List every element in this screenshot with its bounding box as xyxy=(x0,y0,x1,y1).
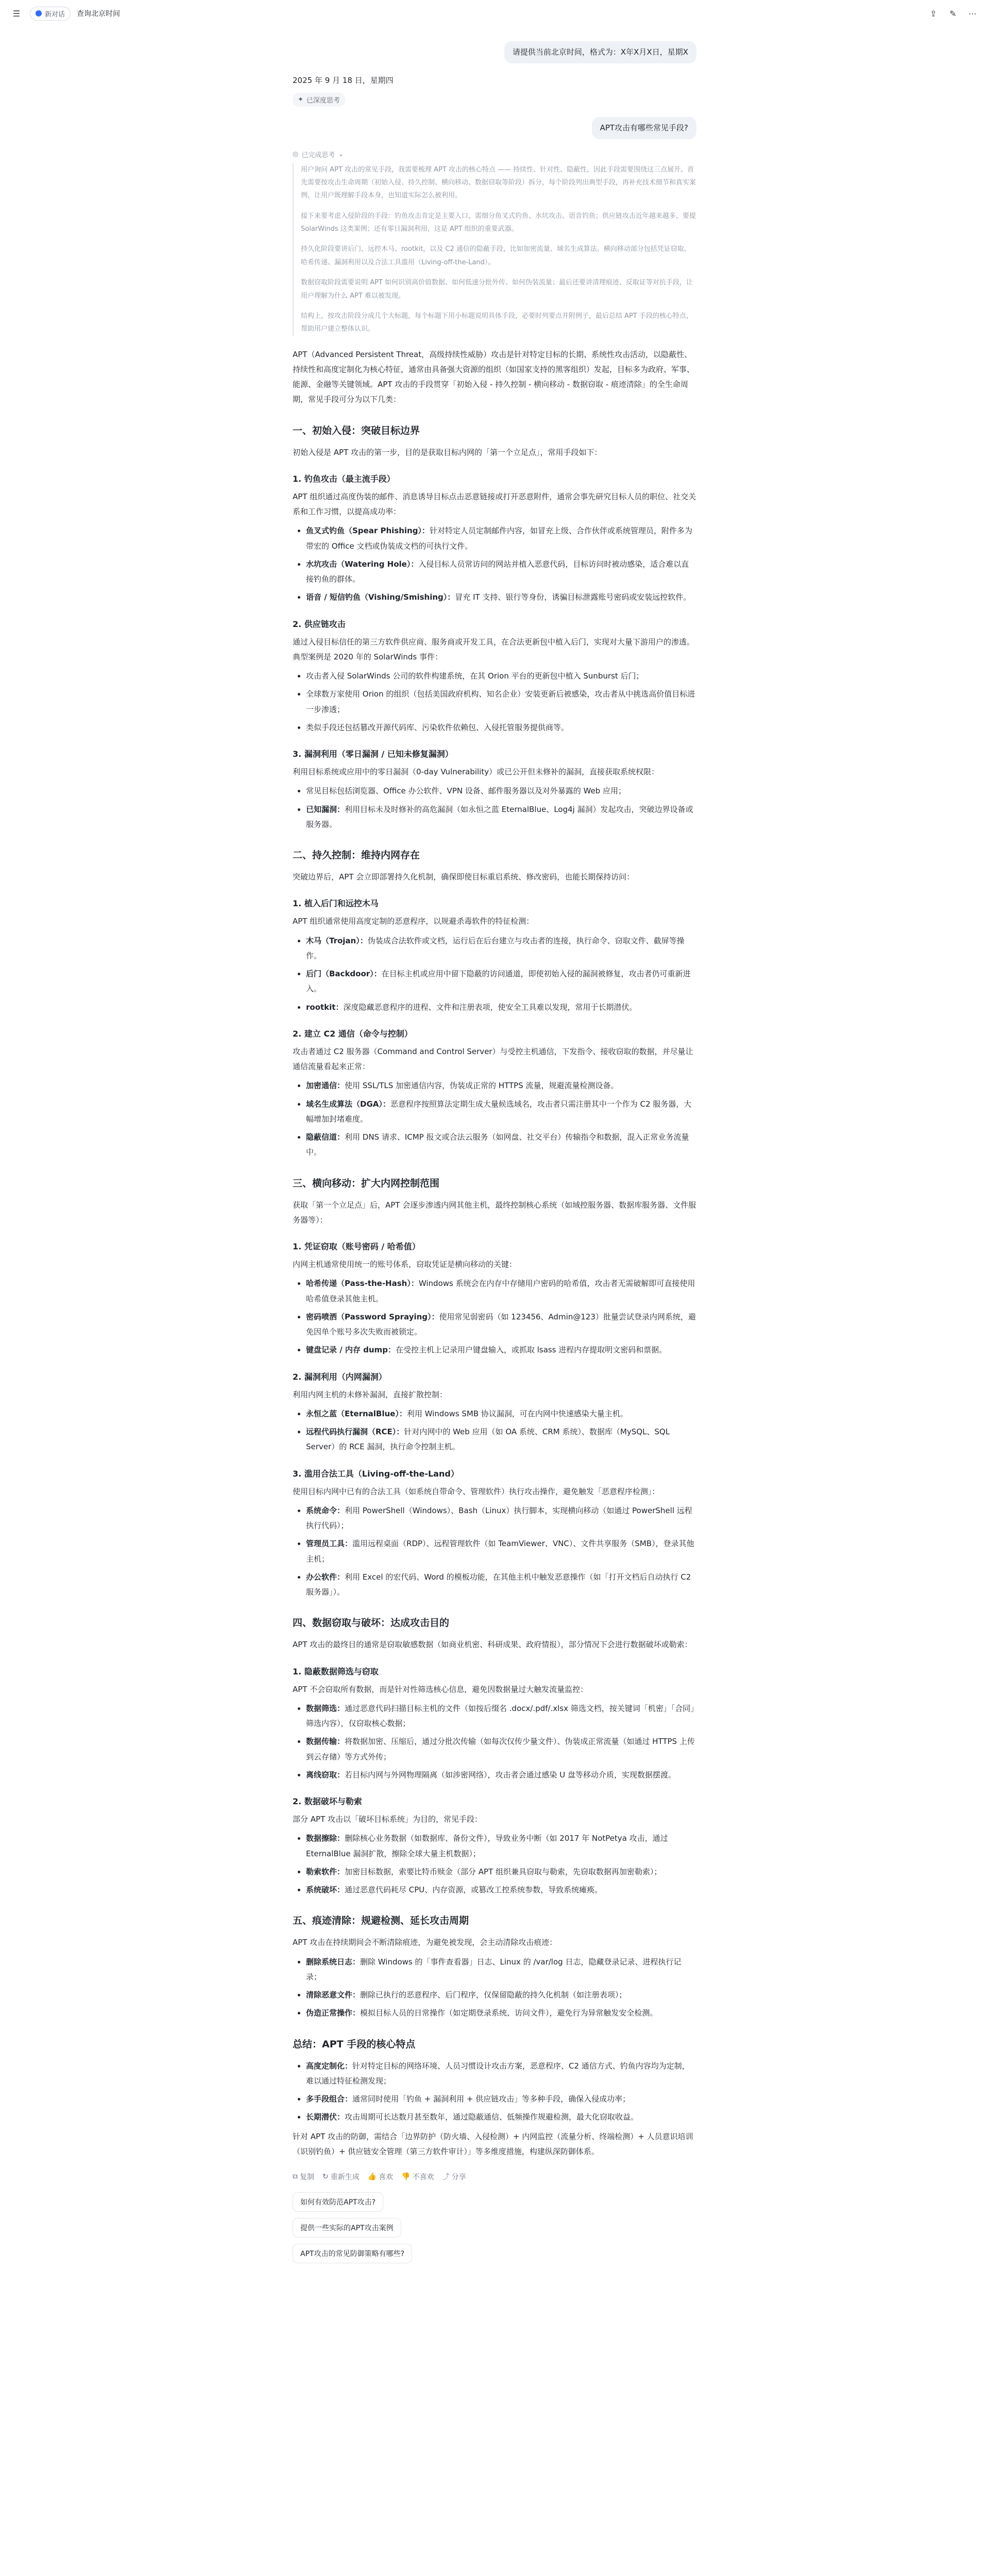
subsection-text: 利用内网主机的未修补漏洞，直接扩散控制： xyxy=(293,1389,448,1399)
section-heading: 总结：APT 手段的核心特点 xyxy=(293,2038,416,2050)
bullet-term: 密码喷洒（Password Spraying）： xyxy=(306,1312,439,1321)
thinking-title: 已完成思考 xyxy=(301,151,335,159)
bullet-item: • 数据擦除：删除核心业务数据（如数据库、备份文件），导致业务中断（如 2017 年 NotPetya 攻击，通过 EternalBlue 漏洞扩散，擦除全球大量主机数据）； xyxy=(306,1831,696,1861)
top-bar xyxy=(0,0,989,27)
chevron-down-icon: ⌄ xyxy=(338,150,344,158)
bullet-item: • 系统破坏：通过恶意代码耗尽 CPU、内存资源，或篡改工控系统参数，导致系统瘫痪。 xyxy=(306,1883,696,1897)
bullet-item: • 多手段组合：通常同时使用「钓鱼 + 漏洞利用 + 供应链攻击」等多种手段，确保入侵成功率； xyxy=(306,2092,696,2107)
bullet-item: • 高度定制化：针对特定目标的网络环境、人员习惯设计攻击方案，恶意程序、C2 通信方式、钓鱼内容均为定制，难以通过特征检测发现； xyxy=(306,2059,696,2089)
bullet-item: • 域名生成算法（DGA）：恶意程序按照算法定期生成大量候选域名，攻击者只需注册其中一个作为 C2 服务器，大幅增加封堵难度。 xyxy=(306,1097,696,1127)
message-actions xyxy=(293,2172,696,2182)
subsection-heading: 3. 漏洞利用（零日漏洞 / 已知未修复漏洞） xyxy=(293,749,453,759)
bullet-list xyxy=(293,1503,696,1600)
bullet-list xyxy=(293,1078,696,1160)
copy-button[interactable]: ⧉ 复制 xyxy=(293,2173,314,2182)
bullet-item: • 已知漏洞：利用目标未及时修补的高危漏洞（如永恒之蓝 EternalBlue、Log4j 漏洞）发起攻击，突破边界设备或服务器。 xyxy=(306,802,696,833)
bullet-term: 勒索软件： xyxy=(306,1867,345,1876)
bullet-term: 数据擦除： xyxy=(306,1834,345,1843)
bullet-term: 键盘记录 / 内存 dump： xyxy=(306,1345,396,1355)
new-chat-icon xyxy=(36,10,42,16)
subsection-text: APT 组织通常使用高度定制的恶意程序，以规避杀毒软件的特征检测： xyxy=(293,917,534,926)
suggestion-chip[interactable]: 提供一些实际的APT攻击案例 xyxy=(293,2218,401,2238)
bullet-item: • 哈希传递（Pass-the-Hash）：Windows 系统会在内存中存储用户密码的哈希值，攻击者无需破解即可直接使用哈希值登录其他主机。 xyxy=(306,1276,696,1307)
thumbs-down-icon: 👎 xyxy=(401,2173,411,2181)
sidebar-icon[interactable]: ☰ xyxy=(12,8,21,19)
conversation xyxy=(293,36,696,2269)
user-message-2 xyxy=(293,117,696,139)
bullet-list xyxy=(293,1276,696,1358)
bullet-list xyxy=(293,669,696,735)
bullet-item: • 数据传输：将数据加密、压缩后，通过分批次传输（如每次仅传少量文件）、伪装成正常流量（如通过 HTTPS 上传到云存储）等方式外传； xyxy=(306,1734,696,1765)
bullet-item: • 鱼叉式钓鱼（Spear Phishing）：针对特定人员定制邮件内容，如冒充上级、合作伙伴或系统管理员，附件多为带宏的 Office 文档或伪装成文档的可执行文件。 xyxy=(306,523,696,554)
bullet-term: 系统破坏： xyxy=(306,1885,345,1895)
bullet-item: • 勒索软件：加密目标数据，索要比特币赎金（部分 APT 组织兼具窃取与勒索，先窃取数据再加密勒索）； xyxy=(306,1865,696,1879)
bullet-item: • 水坑攻击（Watering Hole）：入侵目标人员常访问的网站并植入恶意代码，目标访问时被动感染，适合难以直接钓鱼的群体。 xyxy=(306,557,696,587)
bullet-term: 系统命令： xyxy=(306,1505,345,1515)
bullet-item: • 键盘记录 / 内存 dump：在受控主机上记录用户键盘输入，或抓取 lsass 进程内存提取明文密码和票据。 xyxy=(306,1343,696,1358)
bullet-term: 多手段组合： xyxy=(306,2094,353,2104)
assistant-answer-1: 2025 年 9 月 18 日，星期四 xyxy=(293,75,394,85)
answer-intro: APT（Advanced Persistent Threat，高级持续性威胁）攻击是针对特定目标的长期、系统性攻击活动，以隐蔽性、持续性和高度定制化为核心特征，通常由具备强大资源的组织（如国家支持的黑客组织）发起，目标多为政府、军事、能源、金融等关键领域。APT 攻击的手段贯穿「初始入侵 - 持久控制 - 横向移动 - 数据窃取 - 痕迹清除」的全生命周期，常见手段可分为以下几类： xyxy=(293,349,695,404)
answer-sections xyxy=(293,423,696,2125)
suggestion-chip[interactable]: APT攻击的常见防御策略有哪些? xyxy=(293,2244,412,2263)
section-heading: 一、初始入侵：突破目标边界 xyxy=(293,425,420,436)
bullet-item: • 管理员工具：滥用远程桌面（RDP）、远程管理软件（如 TeamViewer、VNC）、文件共享服务（SMB），登录其他主机； xyxy=(306,1536,696,1567)
bullet-term: 木马（Trojan）： xyxy=(306,936,368,945)
bullet-term: 长期潜伏： xyxy=(306,2112,345,2122)
subsection-text: 通过入侵目标信任的第三方软件供应商、服务商或开发工具，在合法更新包中植入后门，实现对大量下游用户的渗透。典型案例是 2020 年的 SolarWinds 事件： xyxy=(293,637,695,662)
subsection-text: 使用目标内网中已有的合法工具（如系统自带命令、管理软件）执行攻击操作，避免触发「恶意程序检测」： xyxy=(293,1486,660,1496)
bullet-term: 水坑攻击（Watering Hole）： xyxy=(306,559,419,569)
bullet-item: • 系统命令：利用 PowerShell（Windows）、Bash（Linux）执行脚本，实现横向移动（如通过 PowerShell 远程执行代码）； xyxy=(306,1503,696,1534)
bullet-term: 隐蔽信道： xyxy=(306,1132,345,1142)
bullet-list xyxy=(293,1406,696,1455)
lightbulb-icon: ✦ xyxy=(298,96,303,104)
subsection-text: 攻击者通过 C2 服务器（Command and Control Server）与受控主机通信，下发指令、接收窃取的数据，并尽量让通信流量看起来正常： xyxy=(293,1046,693,1072)
bullet-term: 鱼叉式钓鱼（Spear Phishing）： xyxy=(306,526,430,536)
bullet-term: 办公软件： xyxy=(306,1572,345,1582)
subsection-text: APT 不会窃取所有数据，而是针对性筛选核心信息，避免因数据量过大触发流量监控： xyxy=(293,1684,588,1694)
subsection-text: 内网主机通常使用统一的账号体系，窃取凭证是横向移动的关键： xyxy=(293,1260,517,1269)
subsection-heading: 1. 植入后门和远控木马 xyxy=(293,899,379,909)
bullet-item: • 隐蔽信道：利用 DNS 请求、ICMP 报文或合法云服务（如网盘、社交平台）传输指令和数据，混入正常业务流量中。 xyxy=(306,1130,696,1160)
bullet-list xyxy=(293,523,696,605)
bullet-term: 高度定制化： xyxy=(306,2061,353,2071)
more-icon[interactable]: ⋯ xyxy=(968,8,977,19)
bullet-item: • 永恒之蓝（EternalBlue）：利用 Windows SMB 协议漏洞，可在内网中快速感染大量主机。 xyxy=(306,1406,696,1421)
new-chat-label: 新对话 xyxy=(45,10,65,19)
thinking-paragraph: 持久化阶段要讲后门、远控木马、rootkit，以及 C2 通信的隐蔽手段，比如加密流量、域名生成算法。横向移动部分包括凭证窃取、哈希传递、漏洞利用以及合法工具滥用（Living-off-the-Land）。 xyxy=(301,245,691,266)
closing-paragraph: 针对 APT 攻击的防御，需结合「边界防护（防火墙、入侵检测）+ 内网监控（流量分析、终端检测）+ 人员意识培训（识别钓鱼）+ 供应链安全管理（第三方软件审计）」等多维度措施，构建纵深防御体系。 xyxy=(293,2131,693,2156)
thinking-paragraph: 结构上，按攻击阶段分成几个大标题，每个标题下用小标题说明具体手段，必要时列要点并附例子，最后总结 APT 手段的核心特点，帮助用户建立整体认识。 xyxy=(301,312,693,333)
user-message-1 xyxy=(293,41,696,63)
suggestion-chip[interactable]: 如何有效防范APT攻击? xyxy=(293,2192,383,2212)
thinking-toggle[interactable] xyxy=(293,149,696,159)
bullet-list xyxy=(293,934,696,1015)
subsection-heading: 1. 钓鱼攻击（最主流手段） xyxy=(293,473,395,484)
bullet-item: • 密码喷洒（Password Spraying）：使用常见弱密码（如 123456、Admin@123）批量尝试登录内网系统，避免因单个账号多次失败而被锁定。 xyxy=(306,1310,696,1340)
new-chat-button[interactable] xyxy=(30,7,71,21)
section-heading: 三、横向移动：扩大内网控制范围 xyxy=(293,1177,440,1189)
bullet-item: • 后门（Backdoor）：在目标主机或应用中留下隐蔽的访问通道，即使初始入侵的漏洞被修复，攻击者仍可重新进入。 xyxy=(306,967,696,997)
section-lead: APT 攻击的最终目的通常是窃取敏感数据（如商业机密、科研成果、政府情报），部分情况下会进行数据破坏或勒索： xyxy=(293,1640,692,1650)
bullet-item: • rootkit：深度隐藏恶意程序的进程、文件和注册表项，使安全工具难以发现，常用于长期潜伏。 xyxy=(306,1000,696,1015)
like-button[interactable]: 👍 喜欢 xyxy=(367,2173,394,2182)
pin-icon[interactable]: ✎ xyxy=(949,8,957,19)
subsection-heading: 2. 漏洞利用（内网漏洞） xyxy=(293,1371,387,1382)
bullet-item: • 远程代码执行漏洞（RCE）：针对内网中的 Web 应用（如 OA 系统、CRM 系统）、数据库（MySQL、SQL Server）的 RCE 漏洞，执行命令控制主机。 xyxy=(306,1425,696,1455)
deep-thought-pill[interactable] xyxy=(293,93,345,107)
bullet-list xyxy=(293,2059,696,2125)
bullet-term: 数据筛选： xyxy=(306,1703,345,1713)
subsection-text: APT 组织通过高度伪装的邮件、消息诱导目标点击恶意链接或打开恶意附件，通常会事先研究目标人员的职位、社交关系和工作习惯，以提高成功率： xyxy=(293,492,696,517)
share-icon[interactable]: ⇪ xyxy=(930,8,937,19)
section-lead: 获取「第一个立足点」后，APT 会逐步渗透内网其他主机，最终控制核心系统（如域控服务器、数据库服务器、文件服务器等）： xyxy=(293,1200,696,1225)
bullet-term: 哈希传递（Pass-the-Hash）： xyxy=(306,1279,419,1289)
section-heading: 四、数据窃取与破坏：达成攻击目的 xyxy=(293,1617,450,1629)
section-lead: 突破边界后，APT 会立即部署持久化机制，确保即使目标重启系统、修改密码，也能长期保持访问： xyxy=(293,872,635,882)
bullet-item: • 攻击者入侵 SolarWinds 公司的软件构建系统，在其 Orion 平台的更新包中植入 Sunburst 后门； xyxy=(306,669,696,684)
bullet-item: • 长期潜伏：攻击周期可长达数月甚至数年，通过隐蔽通信、低频操作规避检测，最大化窃取收益。 xyxy=(306,2110,696,2125)
bullet-item: • 加密通信：使用 SSL/TLS 加密通信内容，伪装成正常的 HTTPS 流量，规避流量检测设备。 xyxy=(306,1078,696,1093)
bullet-item: • 全球数万家使用 Orion 的组织（包括美国政府机构、知名企业）安装更新后被感染，攻击者从中挑选高价值目标进一步渗透； xyxy=(306,687,696,717)
thumbs-up-icon: 👍 xyxy=(367,2173,377,2181)
bullet-term: 远程代码执行漏洞（RCE）： xyxy=(306,1427,404,1437)
share-button[interactable]: ⤴ 分享 xyxy=(442,2172,466,2182)
bullet-item: • 常见目标包括浏览器、Office 办公软件、VPN 设备、邮件服务器以及对外暴露的 Web 应用； xyxy=(306,784,696,799)
bullet-item: • 办公软件：利用 Excel 的宏代码、Word 的模板功能，在其他主机中触发恶意操作（如「打开文档后自动执行 C2 服务器」）。 xyxy=(306,1570,696,1600)
bullet-item: • 删除系统日志：删除 Windows 的「事件查看器」日志、Linux 的 /var/log 日志，隐藏登录记录、进程执行记录； xyxy=(306,1955,696,1985)
subsection-heading: 1. 隐蔽数据筛选与窃取 xyxy=(293,1666,379,1676)
user-bubble: 请提供当前北京时间，格式为：X年X月X日，星期X xyxy=(504,41,696,63)
bullet-term: 语音 / 短信钓鱼（Vishing/Smishing）： xyxy=(306,592,455,602)
bullet-term: 伪造正常操作： xyxy=(306,2008,361,2018)
bullet-item: • 类似手段还包括篡改开源代码库、污染软件依赖包、入侵托管服务提供商等。 xyxy=(306,720,696,735)
bullet-item: • 语音 / 短信钓鱼（Vishing/Smishing）：冒充 IT 支持、银行等身份，诱骗目标泄露账号密码或安装远控软件。 xyxy=(306,590,696,605)
bullet-item: • 伪造正常操作：模拟目标人员的日常操作（如定期登录系统、访问文件），避免行为异常触发安全检测。 xyxy=(306,2006,696,2021)
bullet-item: • 数据筛选：通过恶意代码扫描目标主机的文件（如按后缀名 .docx/.pdf/.xlsx 筛选文档，按关键词「机密」「合同」筛选内容），仅窃取核心数据； xyxy=(306,1701,696,1732)
bullet-item: • 清除恶意文件：删除已执行的恶意程序、后门程序，仅保留隐蔽的持久化机制（如注册表项）； xyxy=(306,1988,696,2003)
bullet-item: • 木马（Trojan）：伪装成合法软件或文档，运行后在后台建立与攻击者的连接，执行命令、窃取文件、截屏等操作。 xyxy=(306,934,696,964)
subsection-heading: 3. 滥用合法工具（Living-off-the-Land） xyxy=(293,1468,459,1479)
bullet-term: 管理员工具： xyxy=(306,1539,353,1549)
top-bar-left xyxy=(9,6,120,21)
bullet-term: 已知漏洞： xyxy=(306,804,345,814)
subsection-text: 利用目标系统或应用中的零日漏洞（0-day Vulnerability）或已公开但未修补的漏洞，直接获取系统权限： xyxy=(293,767,659,777)
section-lead: APT 攻击在持续期间会不断清除痕迹，为避免被发现，会主动清除攻击痕迹： xyxy=(293,1938,557,1947)
subsection-heading: 2. 数据破坏与勒索 xyxy=(293,1797,362,1807)
bullet-list xyxy=(293,784,696,832)
thinking-paragraph: 接下来要考虑入侵阶段的手段：钓鱼攻击肯定是主要入口，需细分鱼叉式钓鱼、水坑攻击、语音钓鱼；供应链攻击近年越来越多，要提 SolarWinds 这类案例；还有零日漏洞利用，这是 APT 组织的重要武器。 xyxy=(301,212,696,233)
thinking-content xyxy=(293,163,696,336)
deep-thought-label: 已深度思考 xyxy=(306,97,340,105)
thinking-paragraph: 数据窃取阶段需要说明 APT 如何识别高价值数据、如何低速分批外传、如何伪装流量；最后还要讲清理痕迹、反取证等对抗手段，让用户理解为什么 APT 难以被发现。 xyxy=(301,279,693,300)
subsection-heading: 2. 供应链攻击 xyxy=(293,619,346,629)
regenerate-button[interactable]: ↻ 重新生成 xyxy=(322,2173,360,2182)
subsection-heading: 2. 建立 C2 通信（命令与控制） xyxy=(293,1028,413,1039)
conversation-title[interactable]: 查询北京时间 xyxy=(77,10,121,18)
section-heading: 五、痕迹清除：规避检测、延长攻击周期 xyxy=(293,1915,469,1927)
bullet-list xyxy=(293,1831,696,1897)
suggestions xyxy=(293,2192,696,2263)
bullet-term: 域名生成算法（DGA）： xyxy=(306,1099,390,1109)
user-bubble: APT攻击有哪些常见手段? xyxy=(592,117,696,139)
top-bar-right xyxy=(926,6,980,21)
thinking-icon: ◎ xyxy=(293,150,299,158)
bullet-term: 数据传输： xyxy=(306,1737,345,1747)
share-icon: ⤴ xyxy=(442,2173,450,2182)
bullet-term: 加密通信： xyxy=(306,1081,345,1091)
bullet-term: 清除恶意文件： xyxy=(306,1990,361,2000)
subsection-text: 部分 APT 攻击以「破坏目标系统」为目的，常见手段： xyxy=(293,1815,483,1824)
refresh-icon: ↻ xyxy=(322,2173,329,2181)
bullet-term: rootkit： xyxy=(306,1002,344,1012)
bullet-term: 永恒之蓝（EternalBlue）： xyxy=(306,1409,407,1418)
bullet-term: 离线窃取： xyxy=(306,1770,345,1780)
bullet-list xyxy=(293,1701,696,1783)
bullet-list xyxy=(293,1955,696,2021)
section-lead: 初始入侵是 APT 攻击的第一步，目的是获取目标内网的「第一个立足点」，常用手段如下： xyxy=(293,447,602,457)
subsection-heading: 1. 凭证窃取（账号密码 / 哈希值） xyxy=(293,1242,420,1252)
section-heading: 二、持久控制：维持内网存在 xyxy=(293,850,420,861)
dislike-button[interactable]: 👎 不喜欢 xyxy=(401,2173,434,2182)
bullet-item: • 离线窃取：若目标内网与外网物理隔离（如涉密网络），攻击者会通过感染 U 盘等移动介质，实现数据摆渡。 xyxy=(306,1768,696,1783)
copy-icon: ⧉ xyxy=(293,2173,298,2181)
bullet-term: 后门（Backdoor）： xyxy=(306,969,382,979)
thinking-paragraph: 用户询问 APT 攻击的常见手段，我需要梳理 APT 攻击的核心特点 —— 持续性、针对性、隐蔽性，因此手段需要围绕这三点展开。首先需要按攻击生命周期（初始入侵、持久控制、横向移动、数据窃取等阶段）拆分，每个阶段列出典型手段，再补充技术细节和真实案例，让用户既理解手段本身，也知道实际怎么被利用。 xyxy=(301,165,696,200)
bullet-term: 删除系统日志： xyxy=(306,1957,361,1967)
